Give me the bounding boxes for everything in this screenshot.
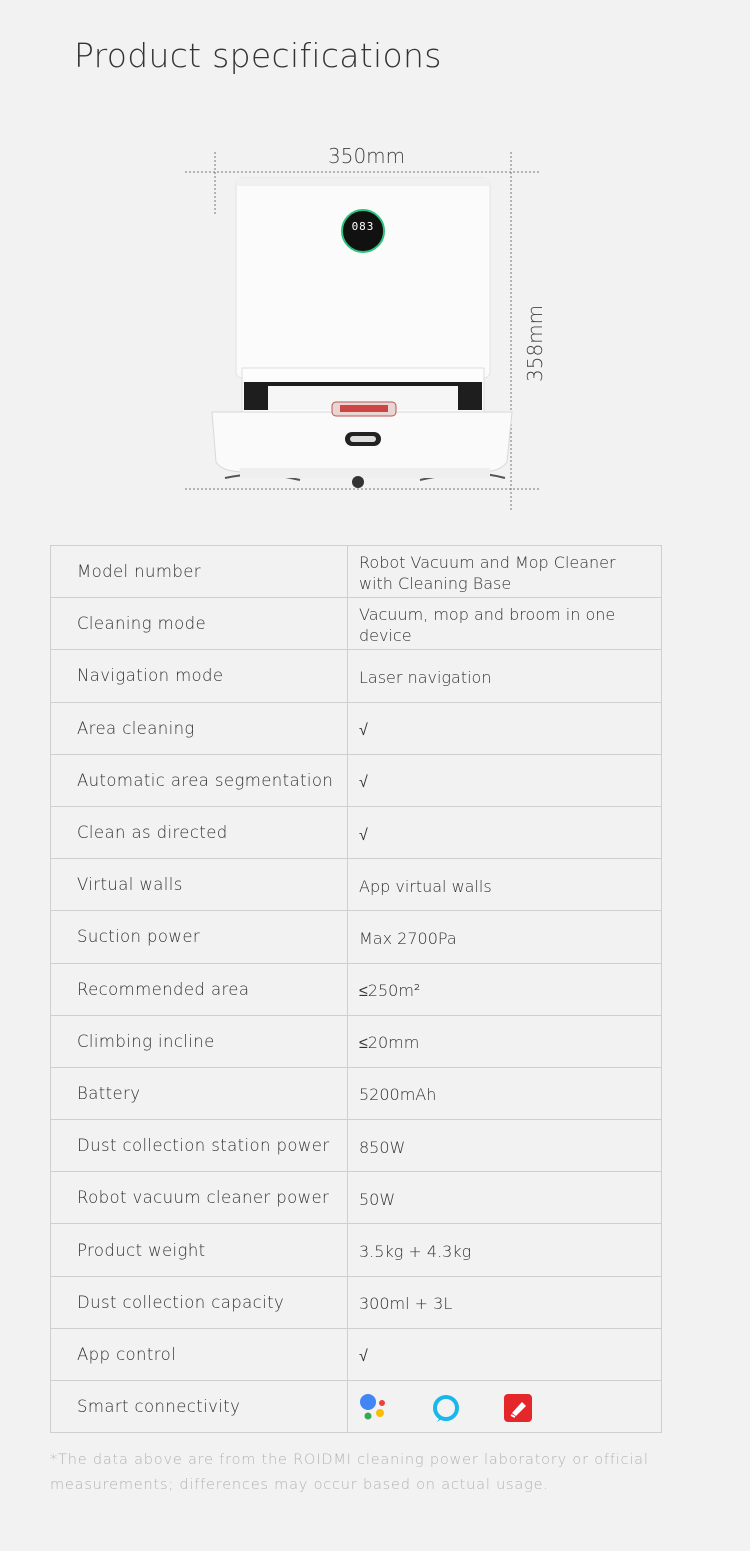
spec-label: App control — [51, 1328, 348, 1380]
spec-label: Suction power — [51, 911, 348, 963]
spec-table — [50, 545, 662, 1433]
table-row — [51, 1172, 662, 1224]
table-row — [51, 1015, 662, 1067]
spec-label: Area cleaning — [51, 702, 348, 754]
google-assistant-icon — [359, 1393, 389, 1423]
spec-label: Automatic area segmentation — [51, 754, 348, 806]
spec-value: Laser navigation — [348, 650, 662, 702]
spec-value: Robot Vacuum and Mop Cleaner with Cleaning Base — [348, 546, 662, 598]
connectivity-icons — [359, 1393, 661, 1423]
table-row — [51, 1381, 662, 1433]
page-title: Product specifications — [74, 36, 442, 75]
table-row — [51, 702, 662, 754]
spec-label: Product weight — [51, 1224, 348, 1276]
spec-value: √ — [348, 806, 662, 858]
table-row — [51, 806, 662, 858]
spec-value: √ — [348, 754, 662, 806]
spec-value: ≤250m² — [348, 963, 662, 1015]
alexa-icon — [431, 1393, 461, 1423]
footnote: *The data above are from the ROIDMI cleaning power laboratory or official measurements; differences may occur based on actual usage. — [50, 1452, 649, 1493]
spec-value: √ — [348, 702, 662, 754]
spec-label: Navigation mode — [51, 650, 348, 702]
spec-label: Model number — [51, 546, 348, 598]
table-row — [51, 650, 662, 702]
spec-label: Battery — [51, 1067, 348, 1119]
spec-label: Smart connectivity — [51, 1381, 348, 1433]
product-image — [0, 0, 750, 530]
table-row — [51, 1224, 662, 1276]
table-row — [51, 1328, 662, 1380]
display-reading: 083 — [351, 220, 375, 233]
table-row — [51, 1067, 662, 1119]
spec-label: Cleaning mode — [51, 598, 348, 650]
spec-value: ≤20mm — [348, 1015, 662, 1067]
table-row — [51, 911, 662, 963]
spec-label: Dust collection station power — [51, 1120, 348, 1172]
spec-value: Max 2700Pa — [348, 911, 662, 963]
spec-value: 3.5kg + 4.3kg — [348, 1224, 662, 1276]
table-row — [51, 859, 662, 911]
spec-value: 5200mAh — [348, 1067, 662, 1119]
spec-value: 850W — [348, 1120, 662, 1172]
spec-value: App virtual walls — [348, 859, 662, 911]
table-row — [51, 963, 662, 1015]
spec-label: Robot vacuum cleaner power — [51, 1172, 348, 1224]
table-row — [51, 1276, 662, 1328]
xiaoai-icon — [503, 1393, 533, 1423]
table-row — [51, 598, 662, 650]
height-dimension-label: 358mm — [523, 304, 547, 382]
spec-label: Dust collection capacity — [51, 1276, 348, 1328]
spec-label: Recommended area — [51, 963, 348, 1015]
table-row — [51, 1120, 662, 1172]
spec-label: Climbing incline — [51, 1015, 348, 1067]
table-row — [51, 754, 662, 806]
spec-value — [348, 1381, 662, 1433]
spec-value: 300ml + 3L — [348, 1276, 662, 1328]
table-row — [51, 546, 662, 598]
spec-label: Virtual walls — [51, 859, 348, 911]
spec-value: 50W — [348, 1172, 662, 1224]
spec-value: Vacuum, mop and broom in one device — [348, 598, 662, 650]
spec-value: √ — [348, 1328, 662, 1380]
spec-label: Clean as directed — [51, 806, 348, 858]
width-dimension-label: 350mm — [328, 144, 406, 168]
